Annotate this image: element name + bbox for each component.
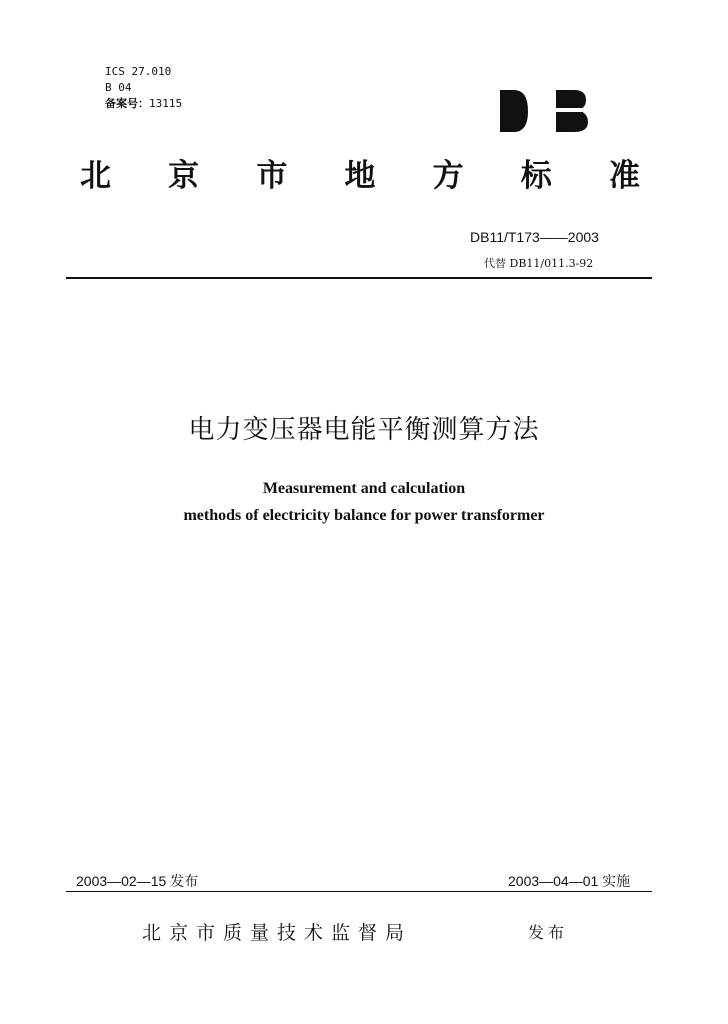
standard-type-char: 准 (608, 158, 640, 194)
standard-type-char: 标 (520, 158, 552, 194)
filing-number: 13115 (149, 97, 183, 110)
top-divider (66, 277, 652, 279)
standard-type-char: 方 (432, 158, 464, 194)
filing-number-row (105, 96, 182, 112)
document-title-english-line2: methods of electricity balance for power transformer (183, 507, 545, 524)
filing-label: 备案号： (105, 97, 149, 110)
document-title-chinese: 电力变压器电能平衡测算方法 (188, 415, 540, 445)
db-logo (488, 84, 592, 138)
standard-type-char: 地 (344, 158, 376, 194)
standard-type-title (80, 150, 640, 195)
ics-code: ICS 27.010 (105, 65, 172, 78)
issue-date: 2003—02—15 发布 (76, 873, 199, 889)
document-title-english-line1: Measurement and calculation (262, 480, 466, 497)
issuing-authority: 北京市质量技术监督局 (142, 922, 413, 944)
standard-code: DB11/T173——2003 (470, 229, 599, 245)
classification-block (105, 64, 182, 112)
standard-type-char: 市 (256, 158, 288, 194)
publish-label: 发布 (528, 923, 569, 942)
bottom-divider (66, 891, 652, 892)
implementation-date: 2003—04—01 实施 (508, 873, 631, 889)
replaces-note: 代替 DB11/011.3-92 (484, 257, 594, 270)
standard-type-char: 北 (80, 158, 111, 194)
class-code: B 04 (105, 81, 132, 94)
standard-type-char: 京 (168, 158, 200, 194)
